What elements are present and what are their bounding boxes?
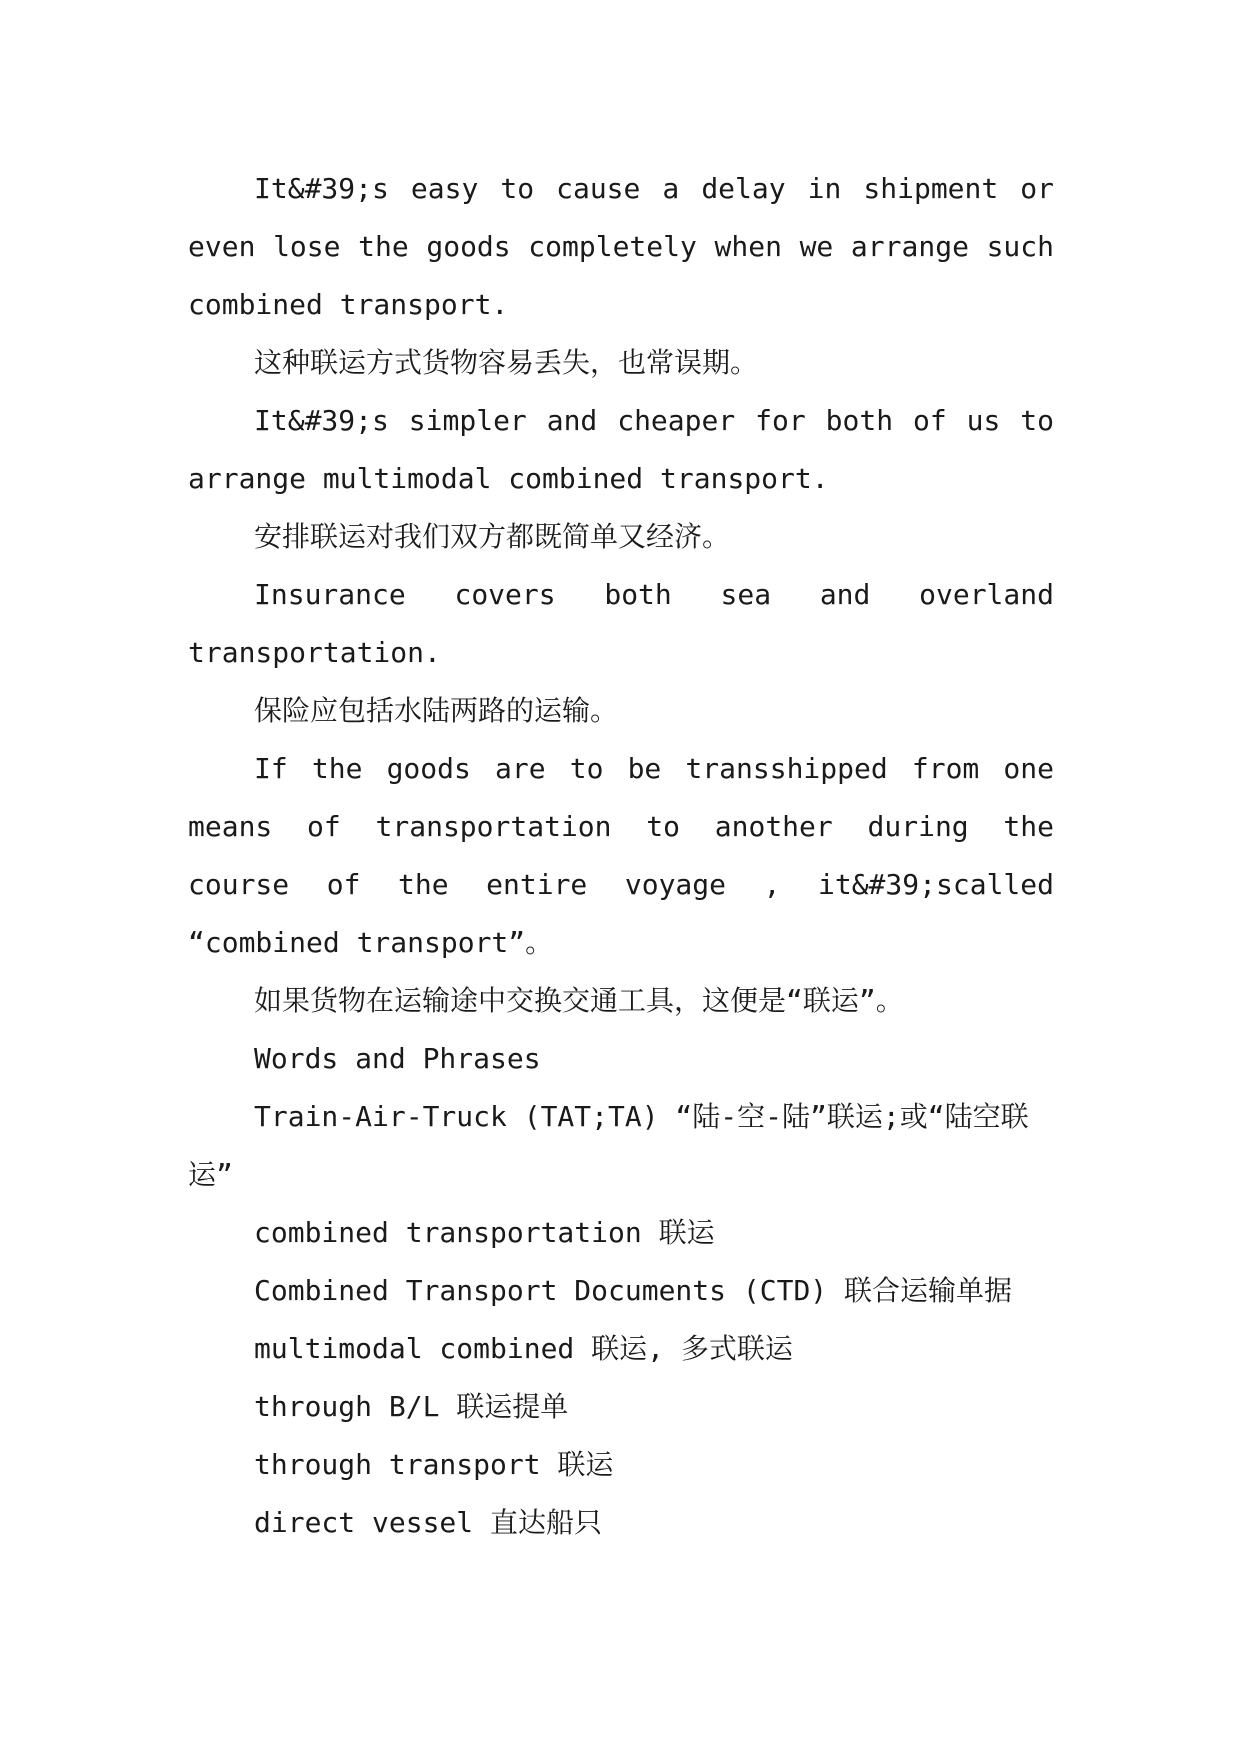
paragraph-english-3: Insurance covers both sea and overland transportation. [188, 578, 1054, 669]
term-item: combined transportation 联运 [254, 1216, 715, 1249]
paragraph-english-4: If the goods are to be transshipped from one means of transportation to another during the course of the entire voyage , it&#39;scalled “combined transport”。 [188, 752, 1054, 959]
paragraph-chinese-3: 保险应包括水陆两路的运输。 [254, 694, 619, 727]
term-item: through transport 联运 [254, 1448, 614, 1481]
paragraph-chinese-4: 如果货物在运输途中交换交通工具，这便是“联运”。 [254, 984, 904, 1017]
term-item: multimodal combined 联运, 多式联运 [254, 1332, 793, 1365]
section-heading: Words and Phrases [254, 1042, 541, 1075]
document-body [188, 160, 1054, 1552]
term-item: Train-Air-Truck (TAT;TA) “陆-空-陆”联运;或“陆空联运” [188, 1100, 1029, 1191]
term-item: direct vessel 直达船只 [254, 1506, 603, 1539]
paragraph-english-1: It&#39;s easy to cause a delay in shipment or even lose the goods completely when we arrange such combined transport. [188, 172, 1054, 321]
paragraph-chinese-2: 安排联运对我们双方都既简单又经济。 [254, 520, 731, 553]
term-item: Combined Transport Documents (CTD) 联合运输单据 [254, 1274, 1013, 1307]
paragraph-english-2: It&#39;s simpler and cheaper for both of us to arrange multimodal combined transport. [188, 404, 1054, 495]
paragraph-chinese-1: 这种联运方式货物容易丢失，也常误期。 [254, 346, 759, 379]
term-item: through B/L 联运提单 [254, 1390, 569, 1423]
